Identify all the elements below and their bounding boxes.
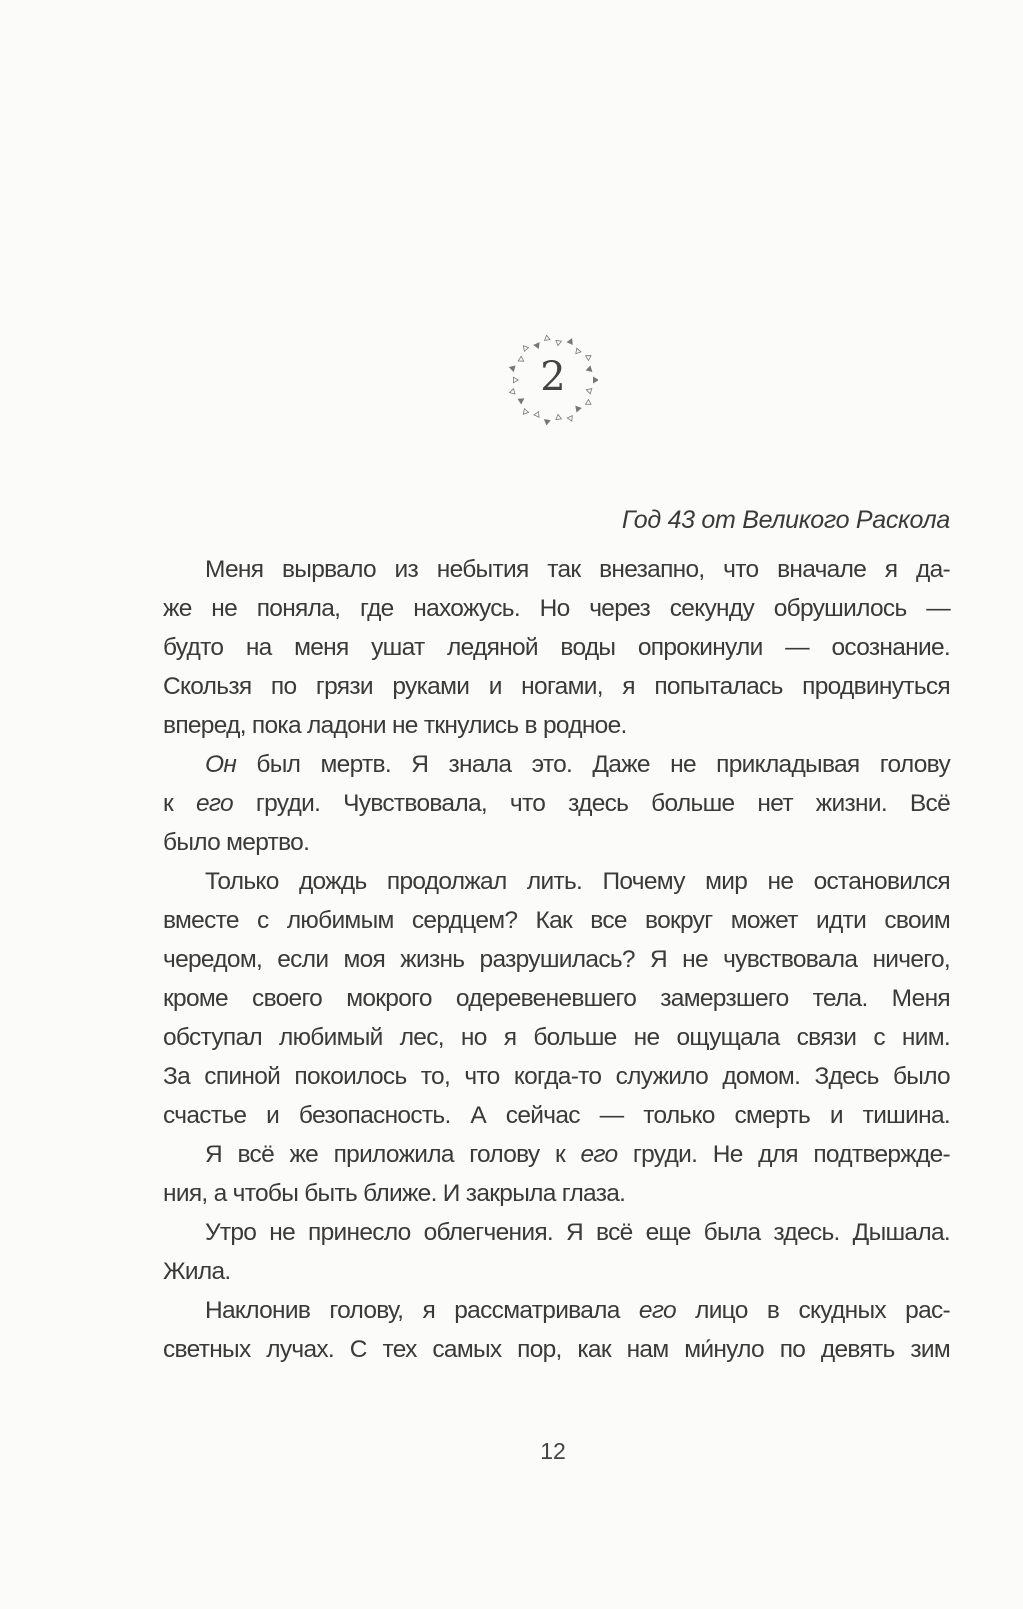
text-line <box>163 1018 950 1057</box>
text-segment: груди. Не для подтвержде- <box>617 1141 950 1168</box>
text-segment: чередом, если моя жизнь разрушилась? Я не чувствовала ничего, <box>163 946 950 973</box>
text-segment: Меня вырвало из небытия так внезапно, что вначале я да- <box>205 556 950 583</box>
text-line <box>163 901 950 940</box>
text-segment: будто на меня ушат ледяной воды опрокинули — осознание. <box>163 634 950 661</box>
ornament-triangle <box>556 340 562 345</box>
text-line <box>163 979 950 1018</box>
text-segment: Только дождь продолжал лить. Почему мир не остановился <box>205 868 950 895</box>
text-line <box>163 667 950 706</box>
text-line <box>163 589 950 628</box>
text-segment: Наклонив голову, я рассматривала <box>205 1297 639 1324</box>
page-number: 12 <box>540 1438 566 1464</box>
text-segment: же не поняла, где нахожусь. Но через секунду обрушилось — <box>163 595 950 622</box>
text-segment: вперед, пока ладони не ткнулись в родное. <box>163 712 627 739</box>
text-segment: Жила. <box>163 1258 231 1285</box>
text-line <box>163 1057 950 1096</box>
text-line <box>163 745 950 784</box>
ornament-triangle <box>523 409 528 415</box>
ornament-triangle <box>545 335 551 340</box>
text-line <box>163 1252 950 1291</box>
text-segment: обступал любимый лес, но я больше не ощущала связи с ним. <box>163 1024 950 1051</box>
text-segment: светных лучах. С тех самых пор, как нам ми́нуло по девять зим <box>163 1336 950 1363</box>
text-segment: ния, а чтобы быть ближе. И закрыла глаза. <box>163 1180 626 1207</box>
ornament-triangle <box>576 406 581 411</box>
text-line <box>163 550 950 589</box>
text-line <box>163 1213 950 1252</box>
ornament-triangle <box>545 420 551 425</box>
italic-text: Он <box>205 751 237 778</box>
text-segment: кроме своего мокрого одеревеневшего замерзшего тела. Меня <box>163 985 950 1012</box>
text-line <box>163 1330 950 1369</box>
ornament-triangle <box>567 339 572 345</box>
text-segment: За спиной покоилось то, что когда-то служило домом. Здесь было <box>163 1063 950 1090</box>
text-segment: Скользя по грязи руками и ногами, я попыталась продвинуться <box>163 673 950 700</box>
text-line <box>163 1291 950 1330</box>
text-segment: счастье и безопасность. А сейчас — только смерть и тишина. <box>163 1102 950 1129</box>
text-line <box>163 628 950 667</box>
text-segment: был мертв. Я знала это. Даже не прикладывая голову <box>236 751 950 778</box>
text-line <box>163 862 950 901</box>
ornament-triangle <box>534 412 539 418</box>
text-line <box>163 1174 950 1213</box>
ornament-triangle <box>567 416 572 422</box>
body-text <box>163 550 950 1369</box>
ornament-triangle <box>534 343 539 349</box>
chapter-epigraph: Год 43 от Великого Раскола <box>621 506 950 534</box>
text-segment: к <box>163 790 196 817</box>
chapter-number: 2 <box>540 354 566 400</box>
text-segment: лицо в скудных рас- <box>675 1297 951 1324</box>
ornament-triangle <box>556 414 562 419</box>
text-segment: было мертво. <box>163 829 310 856</box>
text-line <box>163 823 950 862</box>
ornament-triangle <box>523 346 528 352</box>
text-segment: Я всё же приложила голову к <box>205 1141 581 1168</box>
text-line <box>163 1135 950 1174</box>
italic-text: его <box>638 1297 676 1324</box>
text-line <box>163 784 950 823</box>
text-segment: Утро не принесло облегчения. Я всё еще была здесь. Дышала. <box>205 1219 950 1246</box>
italic-text: его <box>580 1141 618 1168</box>
text-segment: вместе с любимым сердцем? Как все вокруг может идти своим <box>163 907 950 934</box>
text-segment: груди. Чувствовала, что здесь больше нет жизни. Всё <box>232 790 950 817</box>
text-line <box>163 1096 950 1135</box>
text-line <box>163 706 950 745</box>
italic-text: его <box>195 790 233 817</box>
text-line <box>163 940 950 979</box>
